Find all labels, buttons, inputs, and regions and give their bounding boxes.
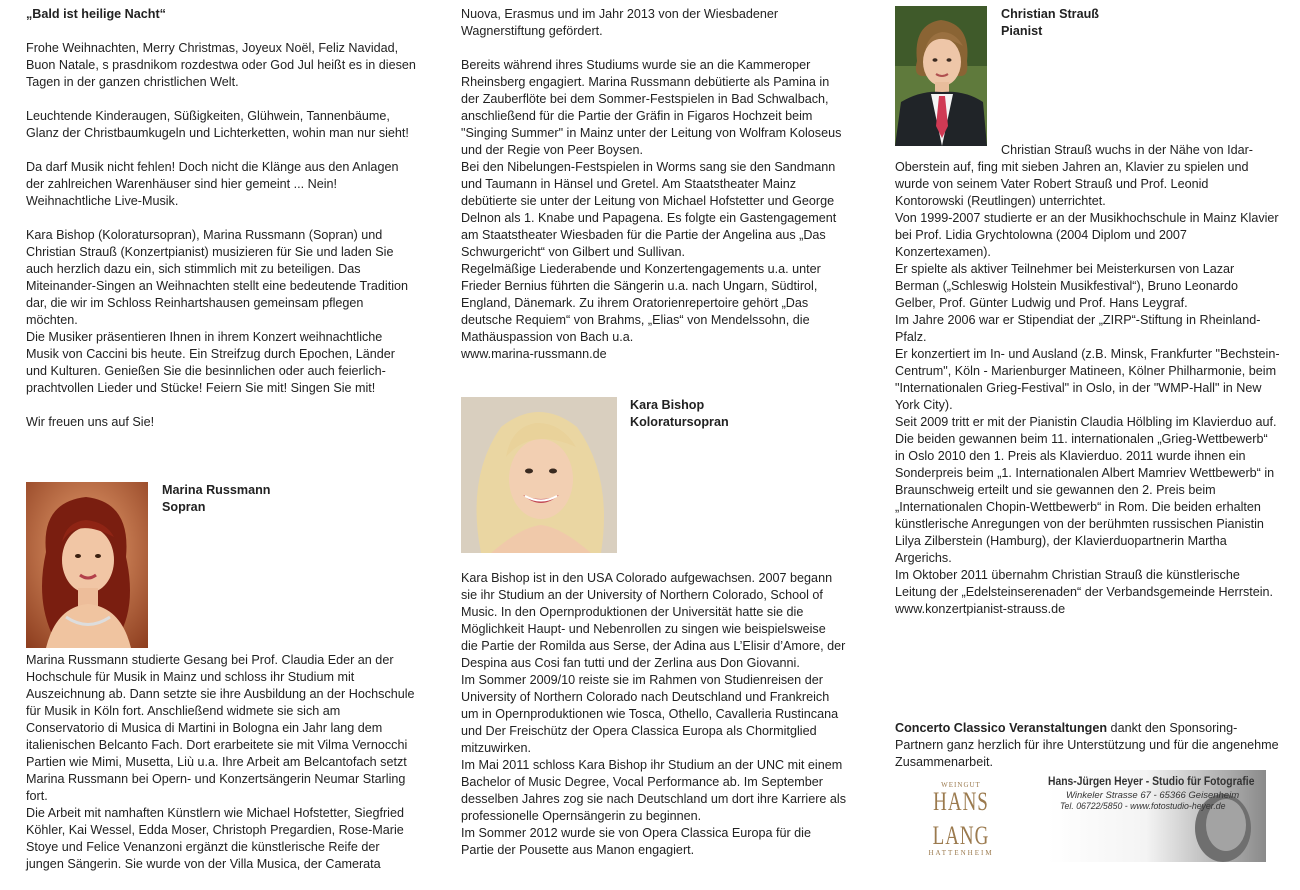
- strauss-paragraph-6: Seit 2009 tritt er mit der Pianistin Claudia Hölbling im Klavierduo auf. Die beiden gewannen beim 11. internationalen „Grieg-Wettbewerb“ in Oslo 2010 den 1. Preis als Klavierduo. 2011 wurde ihnen ein Sonderpreis beim „1. Internationalen Albert Mamriev Wettbewerb“ in Braunschweig erteilt und sie gewannen den 2. Preis beim „Internationalen Chopin-Wettbewerb“ in Rom. Die beiden erhalten künstlerische Anregungen von der berühmten russischen Pianistin Lilya Zilberstein (Hamburg), der Klavierduopartnerin Martha Argerichs.: [895, 415, 1277, 565]
- sponsor-note: [895, 720, 1280, 771]
- intro-paragraph-3: Da darf Musik nicht fehlen! Doch nicht die Klänge aus den Anlagen der zahlreichen Warenhäuser sind hier gemeint ... Nein! Weihnachtliche Live-Musik.: [26, 160, 399, 208]
- intro-paragraph-6: Wir freuen uns auf Sie!: [26, 415, 155, 429]
- concert-title: „Bald ist heilige Nacht“: [26, 7, 166, 21]
- column-middle: [461, 6, 846, 859]
- russmann-photo: [26, 482, 148, 648]
- column-right: [895, 6, 1280, 857]
- sponsor-organizer: Concerto Classico Veranstaltungen: [895, 721, 1108, 735]
- bishop-name: Kara Bishop: [630, 398, 705, 412]
- bishop-paragraph-1: Kara Bishop ist in den USA Colorado aufgewachsen. 2007 begann sie ihr Studium an der University of Northern Colorado, School of Music. In den Opernproduktionen der Universität hatte sie die Möglichkeit Haupt- und Nebenrollen zu singen wie beispielsweise die Partie der Romilda aus Serse, der Adina aus L’Elisir d’Amore, der Despina aus Cosi fan tutti und der Zerlina aus Don Giovanni.: [461, 571, 846, 670]
- strauss-paragraph-1: Christian Strauß wuchs in der Nähe von Idar-Oberstein auf, fing mit sieben Jahren an, Klavier zu spielen und wurde von seinem Vater Robert Strauß und Prof. Leonid Kontorowski (Reutlingen) unterrichtet.: [895, 143, 1253, 208]
- russmann-website: www.marina-russmann.de: [461, 347, 607, 361]
- strauss-paragraph-3: Er spielte als aktiver Teilnehmer bei Meisterkursen von Lazar Berman („Schleswig Holstein Musikfestival“), Bruno Leonardo Gelber, Prof. Günter Ludwig und Prof. Hans Leygraf.: [895, 262, 1238, 310]
- bishop-header: [461, 397, 846, 570]
- strauss-role: Pianist: [1001, 24, 1043, 38]
- russmann-paragraph-3: Bei den Nibelungen-Festspielen in Worms sang sie den Sandmann und Taumann in Hänsel und Gretel. Am Staatstheater Mainz debütierte sie unter der Leitung von Michael Hofstetter und George Delnon als 1. Knabe und Papagena. Es folgte ein Gastengagement am Staatstheater Wiesbaden für die Partie der Angelina aus „Das Schwurgericht“ von Gilbert und Sullivan.: [461, 160, 837, 259]
- hans-lang-name: HANS LANG: [932, 787, 990, 851]
- heyer-logo: [1048, 770, 1266, 862]
- strauss-header: [895, 6, 1280, 142]
- intro-paragraph-4: Kara Bishop (Koloratursopran), Marina Russmann (Sopran) und Christian Strauß (Konzertpianist) musizieren für Sie und laden Sie auch herzlich dazu ein, sich stimmlich mit zu beteiligen. Das Miteinander-Singen an Weihnachten stellt eine bedeutende Tradition dar, die wir im Schloss Reinhartshausen gemeinsam pflegen möchten.: [26, 228, 409, 327]
- strauss-paragraph-2: Von 1999-2007 studierte er an der Musikhochschule in Mainz Klavier bei Prof. Lidia Grychtolowna (2004 Diplom und 2007 Konzertexamen).: [895, 211, 1279, 259]
- russmann-caption: [162, 482, 270, 516]
- russmann-bio-1: Marina Russmann studierte Gesang bei Prof. Claudia Eder an der Hochschule für Musik in Mainz und schloss ihr Studium mit Auszeichnung ab. Dann setzte sie ihre Ausbildung an der Hochschule für Musik in Köln fort. Anschließend widmete sie sich am Conservatorio di Musica di Martini in Bologna ein Jahr lang dem italienischen Belcanto Fach. Dort erarbeitete sie mit Vilma Vernocchi Partien wie Mimi, Musetta, Liù u.a. Ihre Arbeit am Belcantofach setzt Marina Russmann bei Opern- und Konzertsängerin Neumar Starling fort.: [26, 653, 415, 803]
- strauss-paragraph-7: Im Oktober 2011 übernahm Christian Strauß die künstlerische Leitung der „Edelsteinserenaden“ der Verbandsgemeinde Herrstein.: [895, 568, 1274, 599]
- russmann-bio-2: Die Arbeit mit namhaften Künstlern wie Michael Hofstetter, Siegfried Köhler, Kai Wessel, Edda Moser, Christoph Pregardien, Rose-Marie Stoye und Felice Venanzoni ergänzt die künstlerische Reife der jungen Sängerin. Sie wurde von der Villa Musica, der Camerata: [26, 806, 404, 871]
- russmann-name: Marina Russmann: [162, 483, 271, 497]
- russmann-role: Sopran: [162, 500, 206, 514]
- hans-lang-weingut: WEINGUT: [941, 781, 981, 789]
- russmann-header: [26, 482, 416, 652]
- bishop-paragraph-2: Im Sommer 2009/10 reiste sie im Rahmen von Studienreisen der University of Northern Colorado nach Deutschland und Frankreich um in Opernproduktionen wie Tosca, Othello, Cavalleria Rustincana und Der Freischütz der Opera Classica Europa als Chormitglied mitzuwirken.: [461, 673, 839, 755]
- column-intro: [26, 6, 416, 873]
- heyer-address: Winkeler Strasse 67 - 65366 Geisenheim: [1066, 790, 1240, 801]
- bishop-paragraph-4: Im Sommer 2012 wurde sie von Opera Classica Europa für die Partie der Pousette aus Manon engagiert.: [461, 826, 811, 857]
- strauss-name: Christian Strauß: [1001, 7, 1099, 21]
- intro-paragraph-2: Leuchtende Kinderaugen, Süßigkeiten, Glühwein, Tannenbäume, Glanz der Christbaumkugeln und Lichterketten, wohin man nur sieht!: [26, 109, 409, 140]
- hans-lang-place: HATTENHEIM: [928, 849, 994, 857]
- heyer-title: Hans-Jürgen Heyer - Studio für Fotografie: [1048, 776, 1255, 788]
- strauss-caption: [1001, 6, 1099, 40]
- bishop-photo: [461, 397, 617, 553]
- intro-paragraph-1: Frohe Weihnachten, Merry Christmas, Joyeux Noël, Feliz Navidad, Buon Natale, s prasdnikom rozdestwa oder God Jul heißt es in diesen Tagen in der ganzen christlichen Welt.: [26, 41, 416, 89]
- sponsor-logos: [895, 770, 1280, 862]
- heyer-contact: Tel. 06722/5850 - www.fotostudio-heyer.de: [1060, 801, 1226, 812]
- bishop-caption: [630, 397, 729, 431]
- hans-lang-logo: [909, 780, 1013, 858]
- strauss-photo: [895, 6, 987, 146]
- bishop-role: Koloratursopran: [630, 415, 729, 429]
- bishop-paragraph-3: Im Mai 2011 schloss Kara Bishop ihr Studium an der UNC mit einem Bachelor of Music Degree, Vocal Performance ab. Im September desselben Jahres zog sie nach Deutschland um dort ihre Karriere als professionelle Opernsängerin zu beginnen.: [461, 758, 847, 823]
- strauss-website: www.konzertpianist-strauss.de: [895, 602, 1066, 616]
- russmann-continuation: Nuova, Erasmus und im Jahr 2013 von der Wiesbadener Wagnerstiftung gefördert.: [461, 7, 779, 38]
- sponsor-thanks: dankt den Sponsoring-Partnern ganz herzlich für ihre Unterstützung und für die angenehme Zusammenarbeit.: [895, 721, 1279, 769]
- strauss-paragraph-4: Im Jahre 2006 war er Stipendiat der „ZIRP“-Stiftung in Rheinland-Pfalz.: [895, 313, 1261, 344]
- russmann-paragraph-2: Bereits während ihres Studiums wurde sie an die Kammeroper Rheinsberg engagiert. Marina Russmann debütierte als Pamina in der Zauberflöte bei dem Sommer-Festspielen in Bad Schwalbach, anschließend für die Partie der Gräfin in Figaros Hochzeit beim "Singing Summer" in Mainz unter der Leitung von Wolfram Koloseus und der Regie von Peer Boysen.: [461, 58, 842, 157]
- strauss-paragraph-5: Er konzertiert im In- und Ausland (z.B. Minsk, Frankfurter "Bechstein-Centrum", Köln - Marienburger Matineen, Kölner Philharmonie, beim "Internationalen Grieg-Festival" in Oslo, in der "WMP-Hall" in New York City).: [895, 347, 1280, 412]
- intro-paragraph-5: Die Musiker präsentieren Ihnen in ihrem Konzert weihnachtliche Musik von Caccini bis heute. Ein Streifzug durch Epochen, Länder und Kulturen. Genießen Sie die besinnlichen oder auch feierlich-prachtvollen Lieder und Stücke! Feiern Sie mit! Singen Sie mit!: [26, 330, 395, 395]
- russmann-paragraph-4: Regelmäßige Liederabende und Konzertengagements u.a. unter Frieder Bernius führten die Sängerin u.a. nach Ungarn, Südtirol, England, Dänemark. Zu ihrem Oratorienrepertoire gehört „Das deutsche Requiem“ von Brahms, „Elias“ von Mendelssohn, die Mathäuspassion von Bach u.a.: [461, 262, 821, 344]
